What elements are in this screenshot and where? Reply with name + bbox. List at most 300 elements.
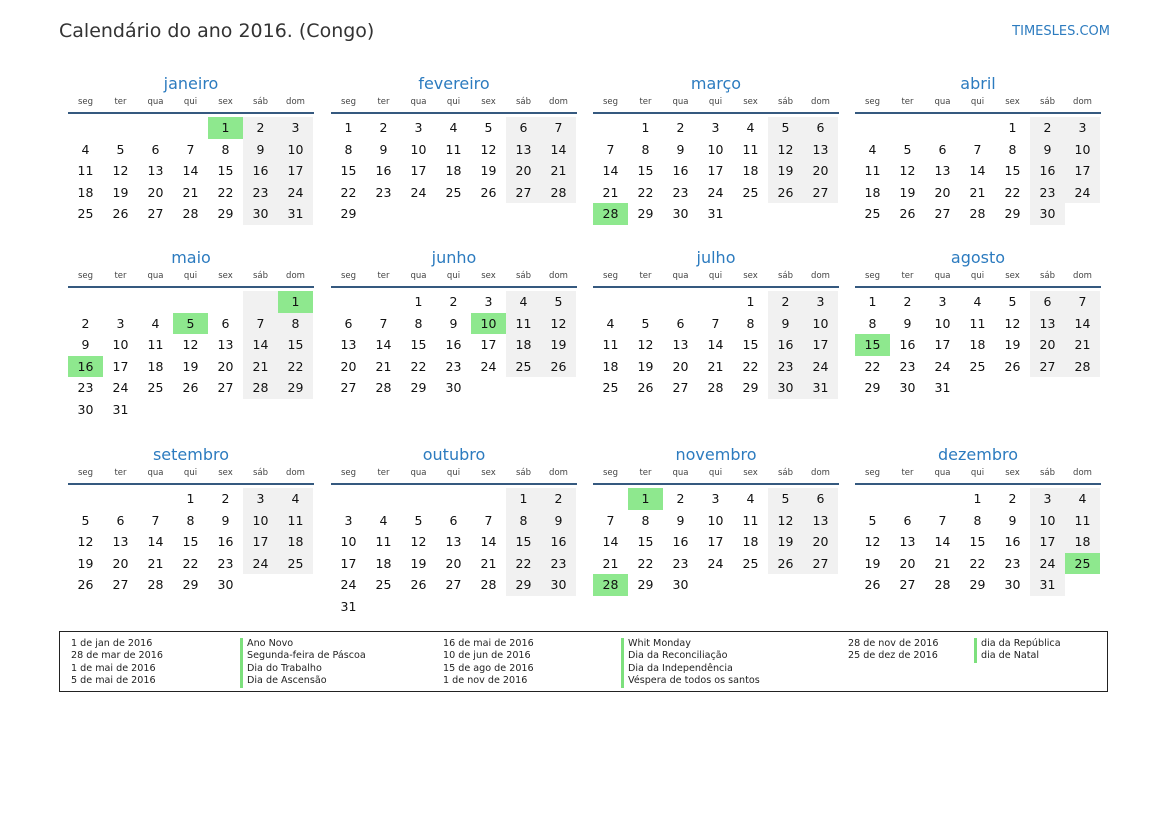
empty-day-cell xyxy=(768,203,803,225)
day-cell: 17 xyxy=(707,163,724,179)
day-cell: 27 xyxy=(803,553,838,575)
day-cell: 31 xyxy=(340,598,357,614)
day-cell: 14 xyxy=(1065,313,1100,335)
day-cell: 20 xyxy=(672,358,689,374)
day-cell: 22 xyxy=(410,358,427,374)
empty-day-cell xyxy=(593,488,628,510)
day-cell: 26 xyxy=(410,577,427,593)
empty-day-cell xyxy=(768,574,803,596)
holiday-date: 16 de mai de 2016 xyxy=(443,638,534,649)
day-cell: 14 xyxy=(147,534,164,550)
week-row xyxy=(331,510,577,532)
day-cell: 26 xyxy=(637,380,654,396)
week-row xyxy=(593,510,839,532)
month-name: março xyxy=(690,74,742,93)
day-cell: 3 xyxy=(414,120,423,135)
day-cell: 24 xyxy=(934,358,951,374)
day-cell: 22 xyxy=(969,555,986,571)
holiday-name: Segunda-feira de Páscoa xyxy=(240,650,366,662)
week-row xyxy=(855,377,1101,399)
day-cell: 5 xyxy=(81,512,90,528)
week-row xyxy=(68,334,314,356)
weekday-label: ter xyxy=(901,271,914,281)
weekday-label: sex xyxy=(218,468,233,478)
weekday-label: qua xyxy=(672,271,689,281)
day-cell: 22 xyxy=(340,184,357,200)
day-cell: 13 xyxy=(340,337,357,353)
day-cell: 11 xyxy=(445,141,462,157)
day-cell: 21 xyxy=(541,160,576,182)
month-name: janeiro xyxy=(163,74,219,93)
weekday-label: qua xyxy=(147,97,164,107)
weekday-label: dom xyxy=(811,468,830,478)
day-cell: 16 xyxy=(899,337,916,353)
day-cell: 10 xyxy=(934,315,951,331)
day-cell: 29 xyxy=(637,206,654,222)
weekday-label: sáb xyxy=(252,468,269,478)
day-cell: 29 xyxy=(340,206,357,222)
day-cell: 9 xyxy=(1030,139,1065,161)
day-cell: 3 xyxy=(711,120,720,135)
weekday-label: qua xyxy=(934,97,951,107)
day-cell: 25 xyxy=(742,184,759,200)
day-cell: 17 xyxy=(1065,160,1100,182)
day-cell: 5 xyxy=(768,117,803,139)
empty-day-cell xyxy=(733,574,768,596)
weekday-label: ter xyxy=(377,271,390,281)
empty-day-cell xyxy=(366,488,401,510)
day-cell: 3 xyxy=(243,488,278,510)
weekday-label: sex xyxy=(481,468,496,478)
empty-day-cell xyxy=(471,377,506,399)
day-cell: 15 xyxy=(506,531,541,553)
month-novembro xyxy=(593,445,839,596)
weekday-label: dom xyxy=(549,468,568,478)
day-cell: 24 xyxy=(410,184,427,200)
week-row xyxy=(855,313,1101,335)
day-cell: 22 xyxy=(864,358,881,374)
empty-day-cell xyxy=(366,596,401,618)
day-cell: 27 xyxy=(803,182,838,204)
day-cell: 29 xyxy=(637,577,654,593)
empty-day-cell xyxy=(506,203,541,225)
day-cell: 30 xyxy=(899,380,916,396)
week-row xyxy=(331,334,577,356)
day-cell: 23 xyxy=(445,358,462,374)
empty-day-cell xyxy=(331,488,366,510)
holiday-legend xyxy=(59,631,1108,692)
day-cell: 28 xyxy=(182,206,199,222)
weekday-label: qui xyxy=(708,468,723,478)
weekday-label: sáb xyxy=(515,468,532,478)
day-cell: 20 xyxy=(445,555,462,571)
day-cell: 1 xyxy=(208,117,243,139)
empty-day-cell xyxy=(995,377,1030,399)
weekday-label: seg xyxy=(602,271,619,281)
day-cell: 23 xyxy=(217,555,234,571)
day-cell: 16 xyxy=(445,337,462,353)
empty-day-cell xyxy=(698,291,733,313)
day-cell: 7 xyxy=(484,512,493,528)
day-cell: 9 xyxy=(81,337,90,353)
day-cell: 12 xyxy=(112,163,129,179)
weekday-label: sex xyxy=(1005,97,1020,107)
weekday-label: seg xyxy=(340,468,357,478)
empty-day-cell xyxy=(960,377,995,399)
weekday-label: qua xyxy=(147,271,164,281)
empty-day-cell xyxy=(243,291,278,313)
day-cell: 22 xyxy=(182,555,199,571)
day-cell: 23 xyxy=(541,553,576,575)
holiday-date: 28 de nov de 2016 xyxy=(848,638,939,649)
day-cell: 14 xyxy=(182,163,199,179)
day-cell: 25 xyxy=(278,553,313,575)
day-cell: 17 xyxy=(410,163,427,179)
empty-day-cell xyxy=(243,574,278,596)
page-title: Calendário do ano 2016. (Congo) xyxy=(59,20,375,42)
week-row xyxy=(593,356,839,378)
weekday-label: qui xyxy=(446,271,461,281)
week-row xyxy=(68,553,314,575)
day-cell: 30 xyxy=(672,577,689,593)
day-cell: 26 xyxy=(768,553,803,575)
day-cell: 6 xyxy=(676,315,685,331)
day-cell: 25 xyxy=(602,380,619,396)
empty-day-cell xyxy=(103,291,138,313)
day-cell: 13 xyxy=(147,163,164,179)
weekday-label: sex xyxy=(218,271,233,281)
day-cell: 8 xyxy=(506,510,541,532)
day-cell: 27 xyxy=(672,380,689,396)
day-cell: 18 xyxy=(742,534,759,550)
day-cell: 6 xyxy=(116,512,125,528)
day-cell: 12 xyxy=(768,510,803,532)
day-cell: 27 xyxy=(899,577,916,593)
day-cell: 2 xyxy=(768,291,803,313)
weekday-label: dom xyxy=(286,468,305,478)
day-cell: 5 xyxy=(484,120,493,135)
holiday-date: 1 de nov de 2016 xyxy=(443,675,528,687)
weekday-label: sáb xyxy=(252,97,269,107)
day-cell: 20 xyxy=(217,358,234,374)
day-cell: 18 xyxy=(77,184,94,200)
holiday-name: Dia do Trabalho xyxy=(240,663,366,675)
day-cell: 21 xyxy=(375,358,392,374)
empty-day-cell xyxy=(173,291,208,313)
day-cell: 6 xyxy=(344,315,353,331)
day-cell: 21 xyxy=(480,555,497,571)
day-cell: 1 xyxy=(278,291,313,313)
empty-day-cell xyxy=(173,117,208,139)
week-row xyxy=(68,160,314,182)
empty-day-cell xyxy=(593,291,628,313)
week-row xyxy=(855,291,1101,313)
day-cell: 30 xyxy=(1030,203,1065,225)
day-cell: 27 xyxy=(934,206,951,222)
empty-day-cell xyxy=(173,399,208,421)
day-cell: 12 xyxy=(77,534,94,550)
week-row xyxy=(593,291,839,313)
empty-day-cell xyxy=(471,596,506,618)
week-row xyxy=(68,488,314,510)
week-row xyxy=(68,510,314,532)
day-cell: 21 xyxy=(182,184,199,200)
day-cell: 8 xyxy=(414,315,423,331)
day-cell: 19 xyxy=(768,531,803,553)
weekday-label: seg xyxy=(602,97,619,107)
empty-day-cell xyxy=(103,117,138,139)
day-cell: 10 xyxy=(1030,510,1065,532)
day-cell: 16 xyxy=(768,334,803,356)
legend-name-column xyxy=(974,638,1061,663)
day-cell: 30 xyxy=(768,377,803,399)
empty-day-cell xyxy=(855,488,890,510)
week-row xyxy=(855,531,1101,553)
day-cell: 3 xyxy=(711,491,720,506)
day-cell: 7 xyxy=(541,117,576,139)
week-row xyxy=(331,182,577,204)
day-cell: 5 xyxy=(173,313,208,335)
day-cell: 2 xyxy=(676,491,685,506)
week-row xyxy=(68,377,314,399)
week-row xyxy=(331,313,577,335)
day-cell: 19 xyxy=(182,358,199,374)
holiday-date: 28 de mar de 2016 xyxy=(71,650,163,662)
day-cell: 3 xyxy=(344,512,353,528)
day-cell: 21 xyxy=(602,555,619,571)
weekday-label: dom xyxy=(1073,468,1092,478)
empty-day-cell xyxy=(436,203,471,225)
day-cell: 12 xyxy=(864,534,881,550)
day-cell: 2 xyxy=(221,491,230,506)
week-row xyxy=(331,553,577,575)
weekday-label: ter xyxy=(114,271,127,281)
day-cell: 6 xyxy=(449,512,458,528)
empty-day-cell xyxy=(541,596,576,618)
day-cell: 11 xyxy=(278,510,313,532)
week-row xyxy=(855,510,1101,532)
day-cell: 2 xyxy=(676,120,685,135)
empty-day-cell xyxy=(925,117,960,139)
month-name: julho xyxy=(696,248,736,267)
empty-day-cell xyxy=(506,596,541,618)
day-cell: 12 xyxy=(768,139,803,161)
day-cell: 30 xyxy=(77,401,94,417)
day-cell: 23 xyxy=(243,182,278,204)
day-cell: 26 xyxy=(480,184,497,200)
day-cell: 23 xyxy=(672,555,689,571)
day-cell: 3 xyxy=(278,117,313,139)
day-cell: 28 xyxy=(934,577,951,593)
empty-day-cell xyxy=(890,117,925,139)
day-cell: 4 xyxy=(278,488,313,510)
day-cell: 7 xyxy=(151,512,160,528)
weekday-label: qua xyxy=(672,468,689,478)
weekday-label: ter xyxy=(901,97,914,107)
weekday-label: qua xyxy=(934,468,951,478)
day-cell: 16 xyxy=(243,160,278,182)
empty-day-cell xyxy=(663,291,698,313)
weekday-header xyxy=(331,269,577,288)
day-cell: 8 xyxy=(186,512,195,528)
day-cell: 18 xyxy=(445,163,462,179)
day-cell: 19 xyxy=(77,555,94,571)
day-cell: 4 xyxy=(746,120,755,135)
day-cell: 7 xyxy=(973,141,982,157)
empty-day-cell xyxy=(278,399,313,421)
holiday-name: dia de Natal xyxy=(974,650,1061,662)
day-cell: 20 xyxy=(803,160,838,182)
day-cell: 13 xyxy=(506,139,541,161)
day-cell: 15 xyxy=(278,334,313,356)
day-cell: 25 xyxy=(445,184,462,200)
weekday-label: qui xyxy=(708,97,723,107)
empty-day-cell xyxy=(243,399,278,421)
day-cell: 31 xyxy=(278,203,313,225)
weekday-header xyxy=(68,95,314,114)
weekday-label: dom xyxy=(811,271,830,281)
day-cell: 8 xyxy=(746,315,755,331)
day-cell: 28 xyxy=(243,377,278,399)
empty-day-cell xyxy=(401,488,436,510)
empty-day-cell xyxy=(803,574,838,596)
day-cell: 10 xyxy=(243,510,278,532)
day-cell: 16 xyxy=(672,534,689,550)
site-link[interactable]: TIMESLES.COM xyxy=(1012,24,1110,39)
week-row xyxy=(68,399,314,421)
day-cell: 1 xyxy=(506,488,541,510)
day-cell: 20 xyxy=(147,184,164,200)
month-name: agosto xyxy=(950,248,1006,267)
day-cell: 10 xyxy=(112,337,129,353)
empty-day-cell xyxy=(890,488,925,510)
week-row xyxy=(855,356,1101,378)
weekday-label: qui xyxy=(970,97,985,107)
weekday-label: seg xyxy=(864,271,881,281)
day-cell: 4 xyxy=(606,315,615,331)
day-cell: 12 xyxy=(182,337,199,353)
month-name: fevereiro xyxy=(418,74,490,93)
day-cell: 3 xyxy=(803,291,838,313)
day-cell: 4 xyxy=(973,294,982,309)
day-cell: 29 xyxy=(864,380,881,396)
day-cell: 22 xyxy=(217,184,234,200)
weekday-label: ter xyxy=(901,468,914,478)
empty-day-cell xyxy=(278,574,313,596)
day-cell: 11 xyxy=(506,313,541,335)
day-cell: 22 xyxy=(506,553,541,575)
day-cell: 14 xyxy=(375,337,392,353)
day-cell: 25 xyxy=(742,555,759,571)
day-cell: 6 xyxy=(938,141,947,157)
day-cell: 24 xyxy=(278,182,313,204)
day-cell: 9 xyxy=(379,141,388,157)
day-cell: 23 xyxy=(375,184,392,200)
day-cell: 11 xyxy=(864,163,881,179)
day-cell: 24 xyxy=(340,577,357,593)
day-cell: 15 xyxy=(340,163,357,179)
month-março xyxy=(593,74,839,225)
week-row xyxy=(593,334,839,356)
day-cell: 2 xyxy=(449,294,458,309)
weekday-label: seg xyxy=(77,97,94,107)
day-cell: 5 xyxy=(768,488,803,510)
empty-day-cell xyxy=(331,291,366,313)
weekday-label: qui xyxy=(446,468,461,478)
empty-day-cell xyxy=(436,596,471,618)
day-cell: 27 xyxy=(112,577,129,593)
day-cell: 11 xyxy=(742,512,759,528)
day-cell: 31 xyxy=(112,401,129,417)
day-cell: 6 xyxy=(221,315,230,331)
weekday-label: qua xyxy=(672,97,689,107)
empty-day-cell xyxy=(471,488,506,510)
day-cell: 22 xyxy=(278,356,313,378)
day-cell: 20 xyxy=(899,555,916,571)
week-row xyxy=(331,377,577,399)
week-row xyxy=(68,291,314,313)
weekday-label: sex xyxy=(481,271,496,281)
week-row xyxy=(331,203,577,225)
day-cell: 7 xyxy=(606,141,615,157)
day-cell: 4 xyxy=(746,491,755,506)
holiday-name: Dia da Reconciliação xyxy=(621,650,760,662)
week-row xyxy=(855,574,1101,596)
day-cell: 18 xyxy=(1065,531,1100,553)
holiday-date: 5 de mai de 2016 xyxy=(71,675,156,687)
day-cell: 8 xyxy=(868,315,877,331)
day-cell: 22 xyxy=(1004,184,1021,200)
day-cell: 6 xyxy=(803,488,838,510)
day-cell: 18 xyxy=(278,531,313,553)
week-row xyxy=(593,488,839,510)
day-cell: 28 xyxy=(480,577,497,593)
weekday-label: qui xyxy=(708,271,723,281)
day-cell: 25 xyxy=(77,206,94,222)
weekday-label: sáb xyxy=(777,97,794,107)
day-cell: 5 xyxy=(1008,294,1017,309)
day-cell: 17 xyxy=(480,337,497,353)
day-cell: 26 xyxy=(899,206,916,222)
month-name: dezembro xyxy=(938,445,1018,464)
day-cell: 3 xyxy=(1030,488,1065,510)
day-cell: 16 xyxy=(541,531,576,553)
weekday-header xyxy=(331,95,577,114)
day-cell: 11 xyxy=(742,141,759,157)
weekday-label: sex xyxy=(1005,468,1020,478)
day-cell: 17 xyxy=(340,555,357,571)
weekday-label: ter xyxy=(639,97,652,107)
day-cell: 28 xyxy=(707,380,724,396)
empty-day-cell xyxy=(401,203,436,225)
day-cell: 30 xyxy=(1004,577,1021,593)
day-cell: 15 xyxy=(1004,163,1021,179)
empty-day-cell xyxy=(138,117,173,139)
day-cell: 2 xyxy=(1030,117,1065,139)
week-row xyxy=(855,160,1101,182)
week-row xyxy=(68,356,314,378)
empty-day-cell xyxy=(401,596,436,618)
day-cell: 27 xyxy=(1030,356,1065,378)
day-cell: 12 xyxy=(480,141,497,157)
day-cell: 1 xyxy=(628,488,663,510)
holiday-name: Dia de Ascensão xyxy=(240,675,366,687)
day-cell: 3 xyxy=(938,294,947,309)
day-cell: 13 xyxy=(112,534,129,550)
day-cell: 31 xyxy=(934,380,951,396)
week-row xyxy=(68,117,314,139)
day-cell: 17 xyxy=(934,337,951,353)
